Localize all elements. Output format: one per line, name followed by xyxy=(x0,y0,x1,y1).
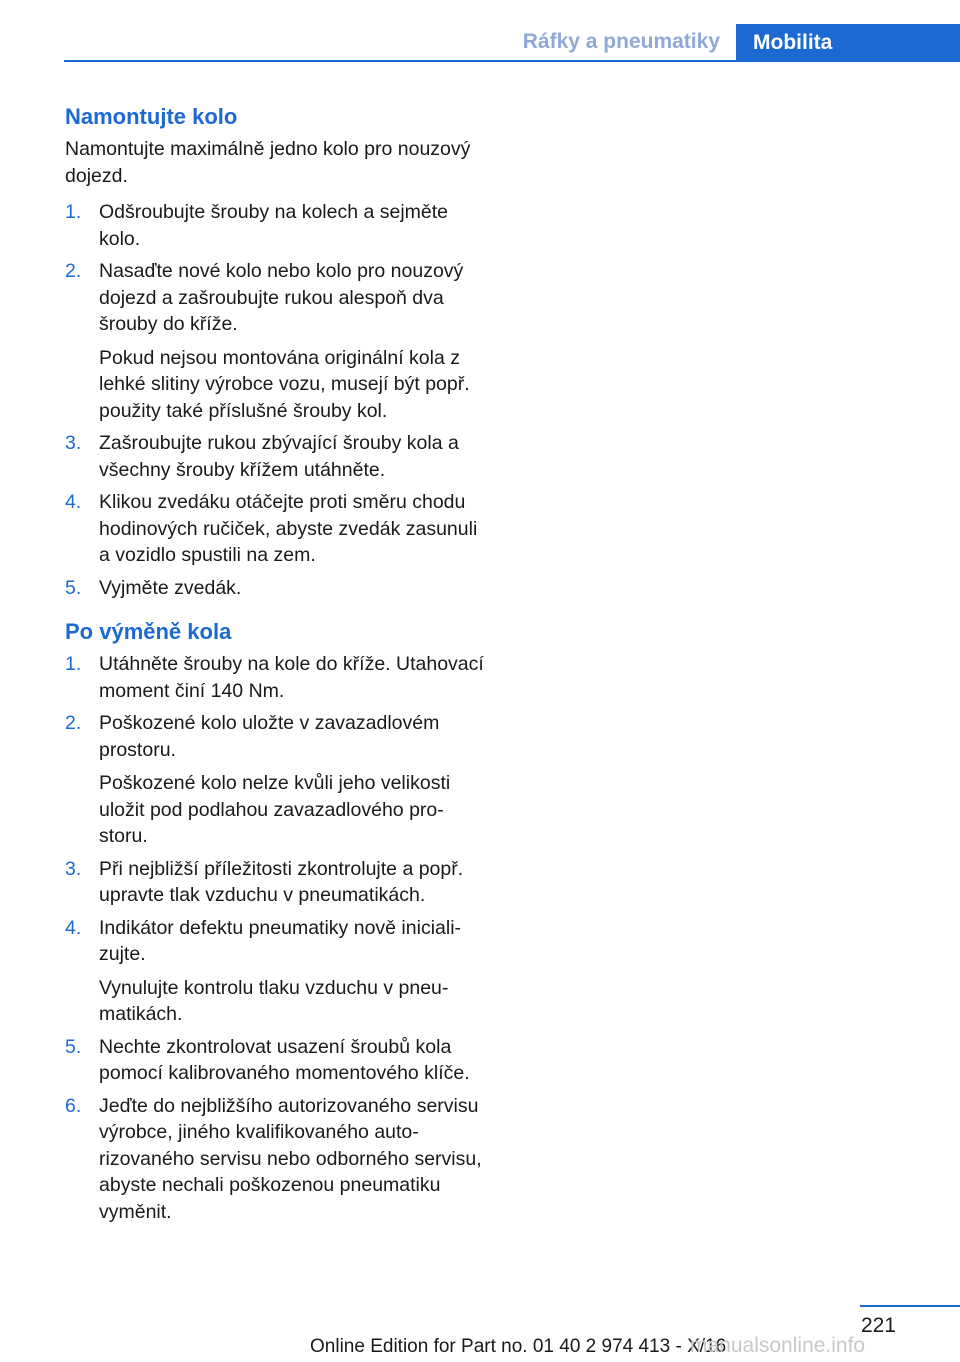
step-note: Pokud nejsou montována originální kola z lehké slitiny výrobce vozu, musejí být popř. použity také příslušné šrouby kol. xyxy=(99,346,470,422)
step-text: Poškozené kolo uložte v zavazadlovém prostoru. xyxy=(99,712,440,761)
mount-wheel-steps xyxy=(65,199,485,601)
watermark: manualsonline.info xyxy=(690,1334,866,1357)
step-number: 5. xyxy=(65,576,82,599)
step-number: 6. xyxy=(65,1094,82,1117)
step-note: Poškozené kolo nelze kvůli jeho velikosti uložit pod podlahou zavazadlového prostoru. xyxy=(99,772,451,847)
list-item xyxy=(65,915,485,1028)
step-text: Zašroubujte rukou zbývající šrouby kola a všechny šrouby křížem utáhněte. xyxy=(99,432,459,481)
list-item xyxy=(65,258,485,424)
page-number: 221 xyxy=(860,1314,896,1337)
list-item xyxy=(65,856,485,909)
step-number: 3. xyxy=(65,857,82,880)
step-text: Jeďte do nejbližšího autorizovaného servisu výrobce, jiného kvalifikovaného autorizovaného servisu nebo odborného servisu, abyste nechali poškozenou pneumatiku vyměnit. xyxy=(99,1094,482,1223)
step-number: 1. xyxy=(65,201,82,223)
after-change-steps xyxy=(65,651,485,1225)
step-text: Nechte zkontrolovat usazení šroubů kola pomocí kalibrovaného momentového klíče. xyxy=(99,1035,470,1084)
section-title-mount-wheel: Namontujte kolo xyxy=(65,104,238,129)
main-content xyxy=(65,102,485,1231)
list-item xyxy=(65,575,485,602)
step-note: Vynulujte kontrolu tlaku vzduchu v pneumatikách. xyxy=(99,976,449,1025)
step-number: 3. xyxy=(65,432,82,454)
page-header xyxy=(0,24,960,62)
section-intro: Namontujte maximálně jedno kolo pro nouzový dojezd. xyxy=(65,138,471,187)
list-item xyxy=(65,651,485,704)
step-number: 2. xyxy=(65,260,82,282)
list-item xyxy=(65,489,485,569)
step-text: Při nejbližší příležitosti zkontrolujte a popř. upravte tlak vzduchu v pneumatikách. xyxy=(99,857,464,906)
list-item xyxy=(65,1093,485,1226)
step-text: Nasaďte nové kolo nebo kolo pro nouzový dojezd a zašroubujte rukou alespoň dva šrouby do kříže. xyxy=(99,260,464,335)
step-text: Vyjměte zvedák. xyxy=(99,576,242,599)
list-item xyxy=(65,1034,485,1087)
header-divider xyxy=(64,60,960,62)
breadcrumb[interactable]: Ráfky a pneumatiky xyxy=(522,30,720,53)
step-number: 5. xyxy=(65,1035,82,1058)
list-item xyxy=(65,199,485,252)
step-number: 4. xyxy=(65,916,82,939)
step-number: 1. xyxy=(65,653,82,675)
step-text: Utáhněte šrouby na kole do kříže. Utahovací moment činí 140 Nm. xyxy=(99,653,484,702)
step-text: Klikou zvedáku otáčejte proti směru chodu hodinových ručiček, abyste zvedák zasunuli a vozidlo spustili na zem. xyxy=(99,491,478,566)
list-item xyxy=(65,710,485,850)
footer-divider xyxy=(860,1305,960,1307)
step-number: 4. xyxy=(65,491,82,513)
list-item xyxy=(65,430,485,483)
edition-note: Online Edition for Part no. 01 40 2 974 413 - X/16 xyxy=(310,1336,727,1357)
step-text: Indikátor defektu pneumatiky nově inicializujte. xyxy=(99,916,462,965)
step-number: 2. xyxy=(65,712,82,734)
step-text: Odšroubujte šrouby na kolech a sejměte kolo. xyxy=(99,201,449,250)
section-title-after-change: Po výměně kola xyxy=(65,619,232,644)
section-tab-mobilita[interactable]: Mobilita xyxy=(736,24,960,61)
